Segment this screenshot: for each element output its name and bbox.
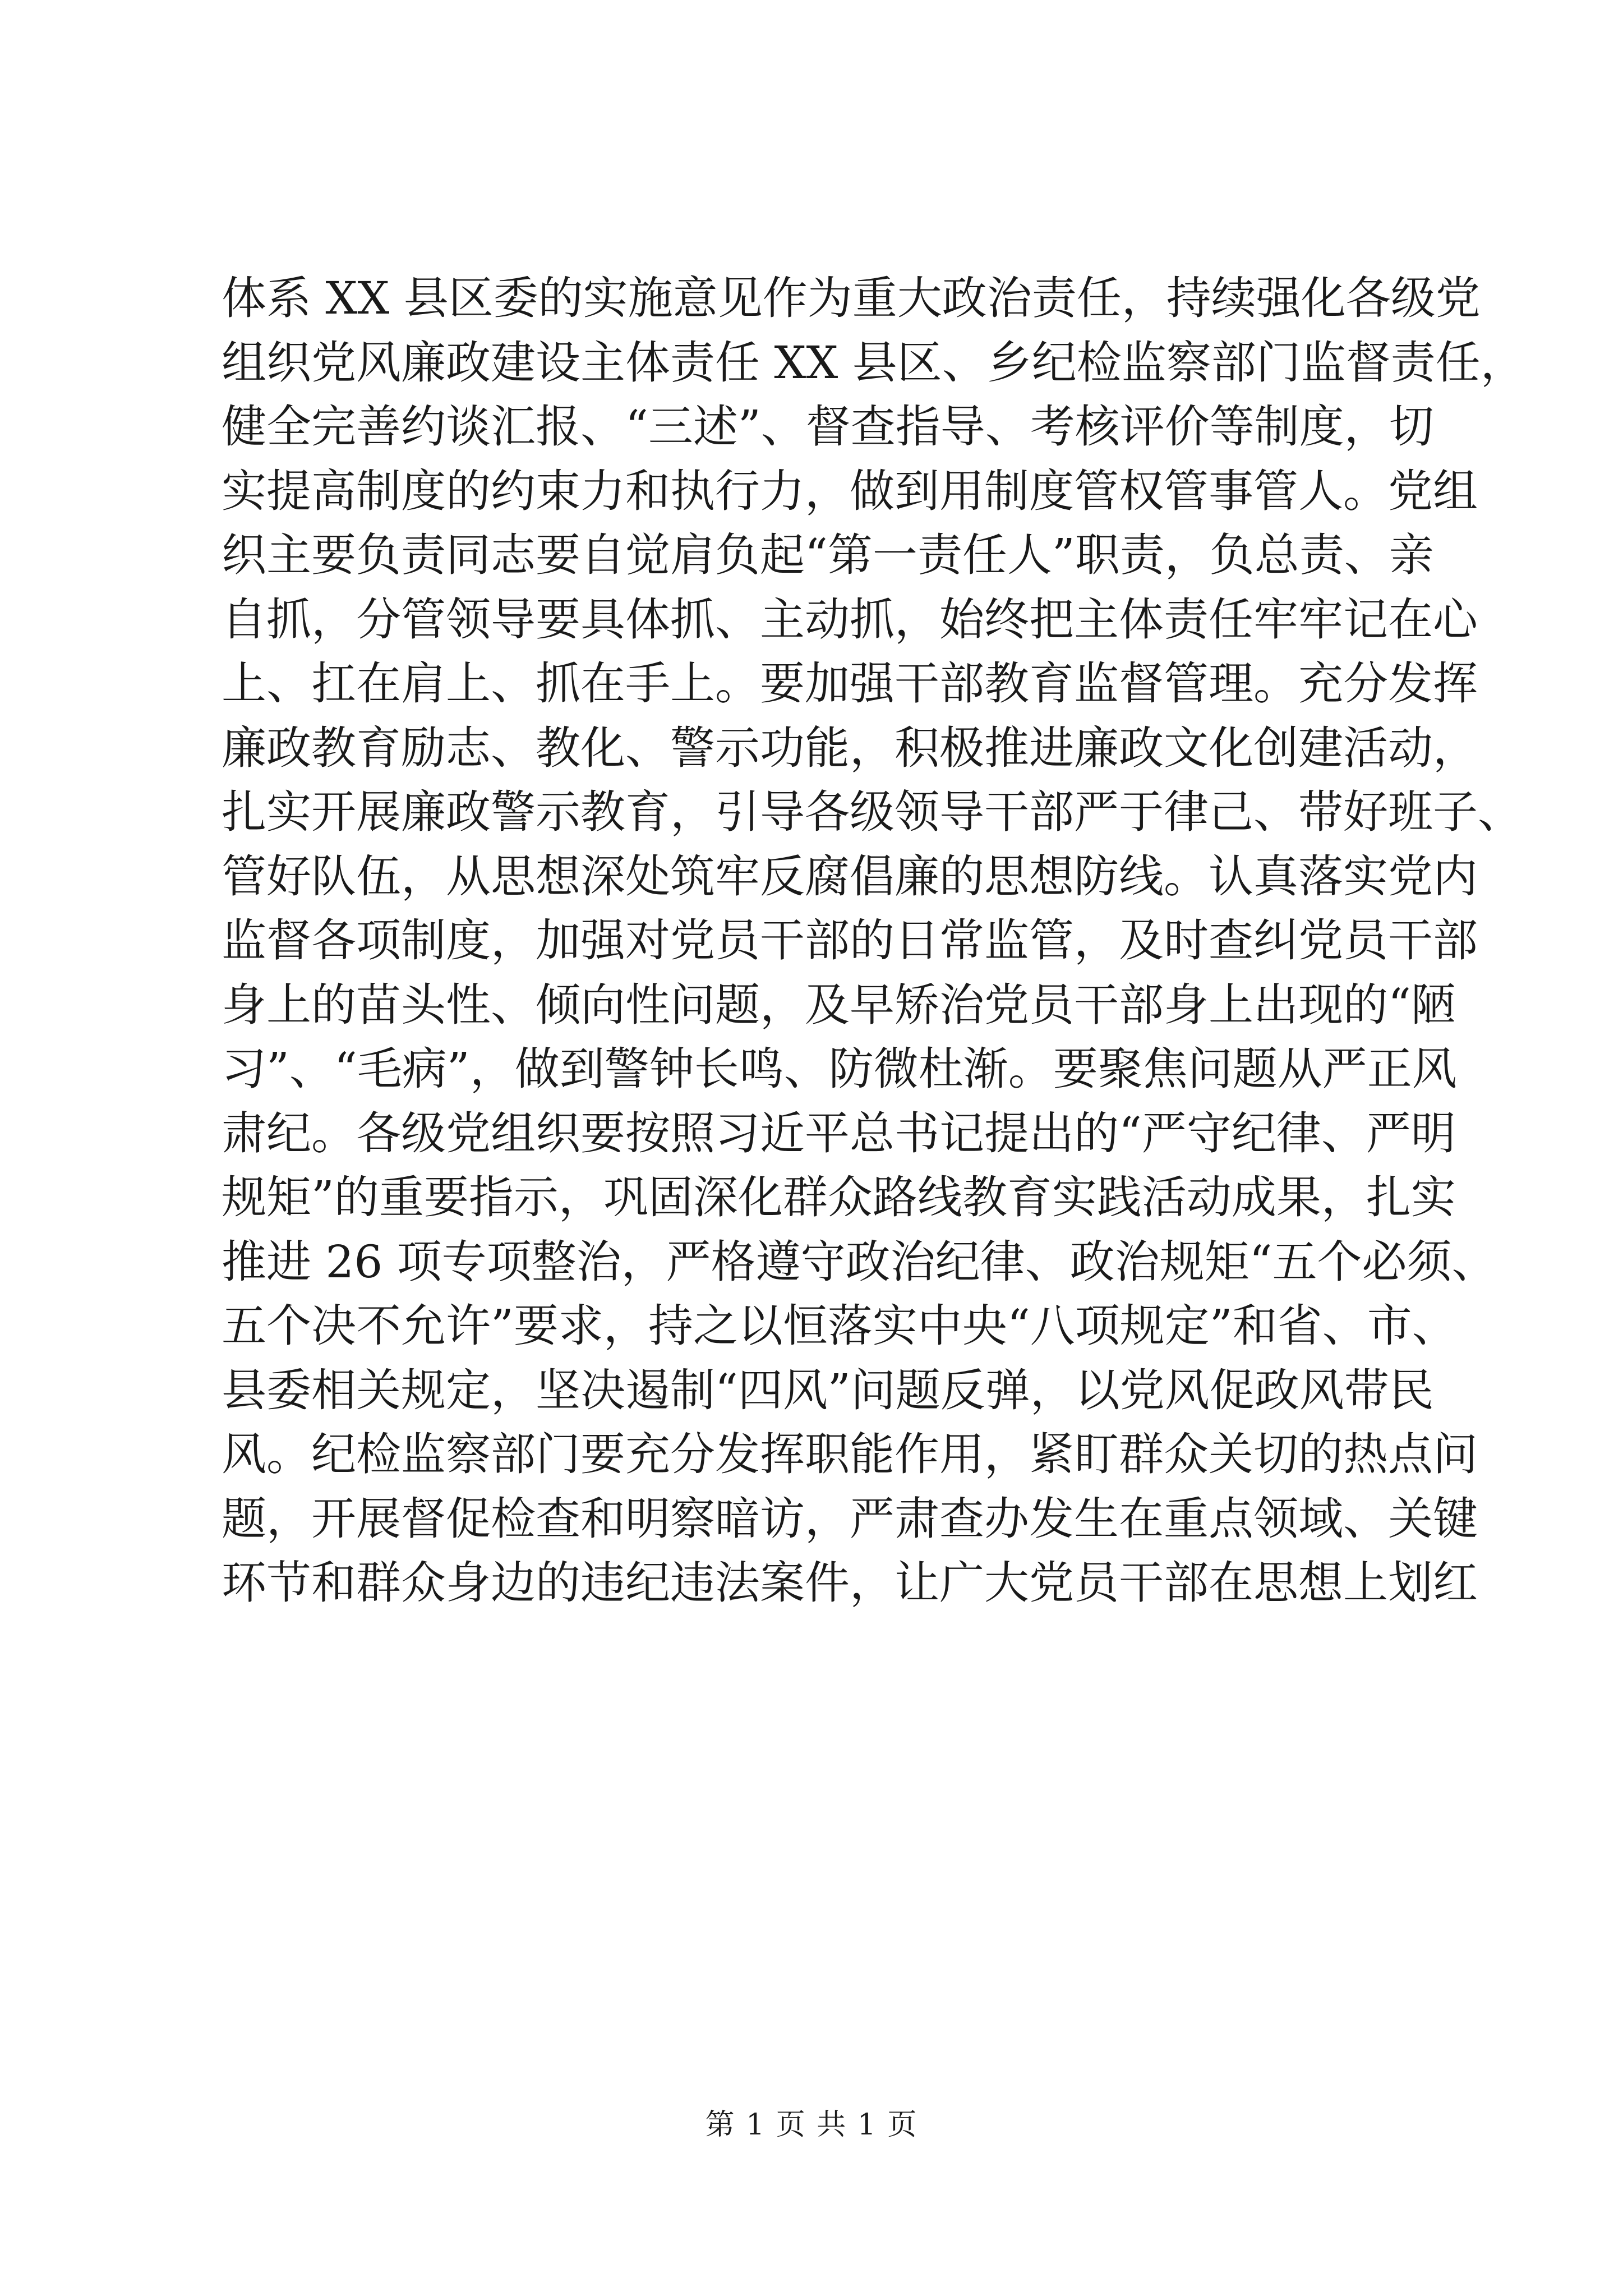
text-line: 肃纪。各级党组织要按照习近平总书记提出的“严守纪律、严明 <box>222 1107 1456 1159</box>
text-line: 县委相关规定，坚决遏制“四风”问题反弹，以党风促政风带民 <box>222 1364 1434 1416</box>
page-number-label: 第 1 页 共 1 页 <box>705 2108 918 2142</box>
text-line: 环节和群众身边的违纪违法案件，让广大党员干部在思想上划红 <box>222 1557 1478 1609</box>
text-line: 推进 26 项专项整治，严格遵守政治纪律、政治规矩“五个必须、 <box>222 1235 1497 1288</box>
text-line: 上、扛在肩上、抓在手上。要加强干部教育监督管理。充分发挥 <box>222 657 1478 710</box>
text-line: 体系 XX 县区委的实施意见作为重大政治责任，持续强化各级党 <box>222 272 1481 324</box>
text-line: 习”、“毛病”，做到警钟长鸣、防微杜渐。要聚焦问题从严正风 <box>222 1043 1457 1095</box>
text-line: 健全完善约谈汇报、“三述”、督查指导、考核评价等制度，切 <box>222 401 1434 453</box>
text-line: 规矩”的重要指示，巩固深化群众路线教育实践活动成果，扎实 <box>222 1171 1456 1223</box>
text-line: 监督各项制度，加强对党员干部的日常监管，及时查纠党员干部 <box>222 914 1478 967</box>
text-line: 自抓，分管领导要具体抓、主动抓，始终把主体责任牢牢记在心 <box>222 593 1478 646</box>
body-text <box>222 266 1525 1616</box>
text-line: 织主要负责同志要自觉肩负起“第一责任人”职责，负总责、亲 <box>222 529 1434 581</box>
text-line: 管好队伍，从思想深处筑牢反腐倡廉的思想防线。认真落实党内 <box>222 850 1478 903</box>
text-line: 风。纪检监察部门要充分发挥职能作用，紧盯群众关切的热点问 <box>222 1428 1478 1480</box>
text-line: 组织党风廉政建设主体责任 XX 县区、乡纪检监察部门监督责任， <box>222 336 1525 389</box>
text-line: 身上的苗头性、倾向性问题，及早矫治党员干部身上出现的“陋 <box>222 978 1456 1031</box>
text-line: 廉政教育励志、教化、警示功能，积极推进廉政文化创建活动， <box>222 721 1478 774</box>
text-line: 扎实开展廉政警示教育，引导各级领导干部严于律己、带好班子、 <box>222 786 1523 838</box>
page-footer <box>0 2101 1623 2143</box>
text-line: 题，开展督促检查和明察暗访，严肃查办发生在重点领域、关键 <box>222 1492 1478 1545</box>
text-line: 实提高制度的约束力和执行力，做到用制度管权管事管人。党组 <box>222 464 1478 517</box>
text-line: 五个决不允许”要求，持之以恒落实中央“八项规定”和省、市、 <box>222 1300 1457 1352</box>
